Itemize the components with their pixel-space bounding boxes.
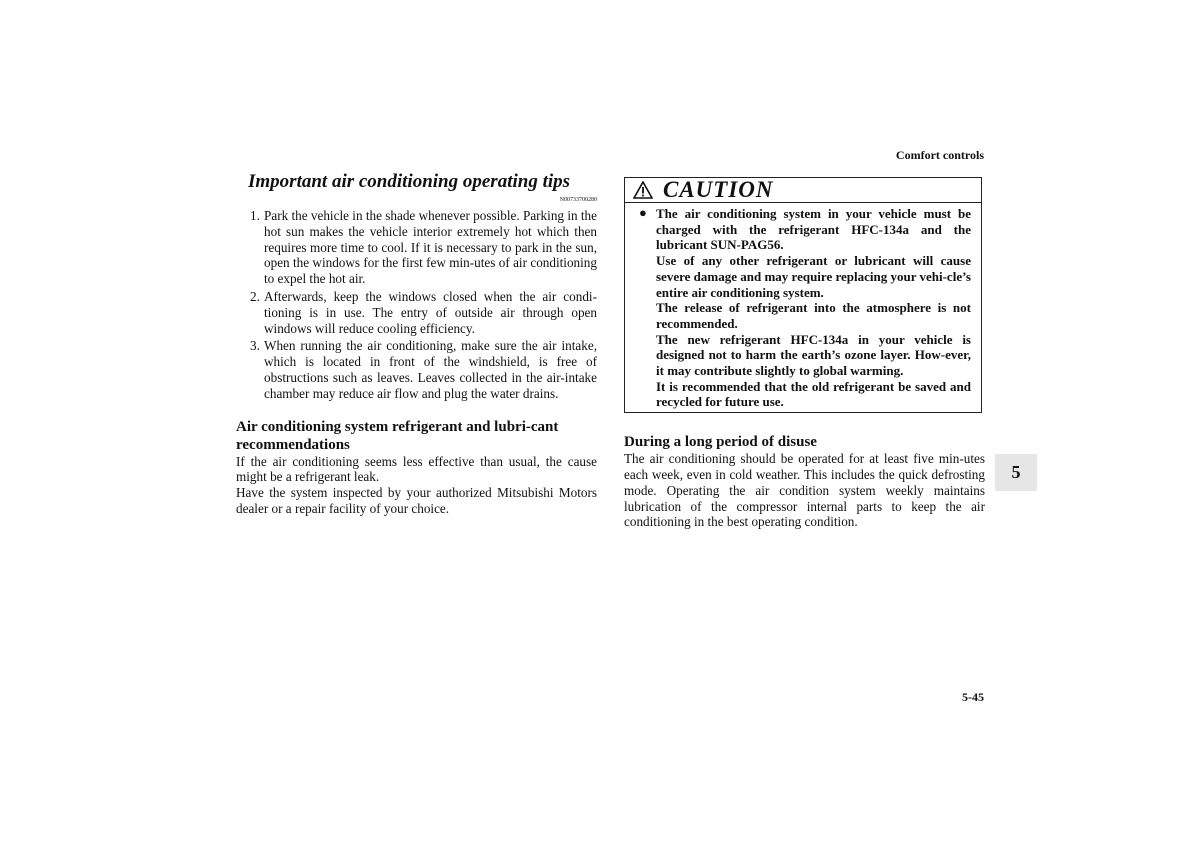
bullet-icon: ● — [639, 205, 647, 220]
section-title: Important air conditioning operating tips — [248, 171, 571, 192]
list-item-text: When running the air conditioning, make sure the air intake, which is located in front of the windshield, is free of obstructions such as leaves. Leaves collected in the air-intake chamber may reduce air flow and plug the water drains. — [264, 338, 597, 401]
disuse-paragraph: The air conditioning should be operated for at least five min-utes each week, even in cold weather. This includes the quick defrosting mode. Operating the air condition system weekly maintains lubrication of the compressor internal parts to keep the air conditioning in the best operating condition. — [624, 451, 985, 530]
list-item — [236, 208, 597, 287]
caution-line: The air conditioning system in your vehicle must be charged with the refrigerant HFC-134a and the lubricant SUN-PAG56. — [656, 206, 971, 253]
reference-code: N00733700280 — [559, 197, 597, 203]
chapter-tab: 5 — [995, 454, 1037, 491]
warning-triangle-icon — [633, 181, 653, 199]
caution-line: The release of refrigerant into the atmosphere is not recommended. — [656, 300, 971, 331]
running-header: Comfort controls — [895, 148, 984, 162]
caution-title: CAUTION — [663, 177, 774, 202]
caution-box — [624, 177, 982, 413]
disuse-heading: During a long period of disuse — [624, 434, 817, 451]
caution-header — [625, 178, 981, 203]
list-item-number: 2. — [250, 288, 260, 304]
list-item-number: 1. — [250, 208, 260, 223]
refrigerant-paragraph: Have the system inspected by your authorized Mitsubishi Motors dealer or a repair facility of your choice. — [236, 485, 597, 516]
list-item — [236, 338, 597, 401]
caution-line: It is recommended that the old refrigerant be saved and recycled for future use. — [656, 378, 971, 410]
right-column — [624, 177, 985, 530]
list-item-number: 3. — [250, 338, 260, 354]
page-number: 5-45 — [962, 690, 984, 704]
refrigerant-paragraph: If the air conditioning seems less effective than usual, the cause might be a refrigerant leak. — [236, 453, 597, 485]
caution-body — [625, 203, 981, 412]
caution-line: The new refrigerant HFC-134a in your vehicle is designed not to harm the earth’s ozone layer. How-ever, it may contribute slightly to global warming. — [656, 331, 971, 379]
tips-list — [236, 208, 597, 402]
refrigerant-heading: Air conditioning system refrigerant and lubri-cant recommendations — [236, 418, 559, 453]
left-column — [236, 170, 597, 517]
list-item-text: Park the vehicle in the shade whenever possible. Parking in the hot sun makes the vehicle interior extremely hot which then requires more time to cool. If it is necessary to park in the sun, open the windows for the first few min-utes of air conditioning to expel the hot air. — [264, 208, 597, 287]
list-item-text: Afterwards, keep the windows closed when the air condi-tioning is in use. The entry of outside air through open windows will reduce cooling efficiency. — [264, 288, 597, 336]
caution-line: Use of any other refrigerant or lubricant will cause severe damage and may require replacing your vehi-cle’s entire air conditioning system. — [656, 253, 971, 300]
list-item — [236, 289, 597, 336]
